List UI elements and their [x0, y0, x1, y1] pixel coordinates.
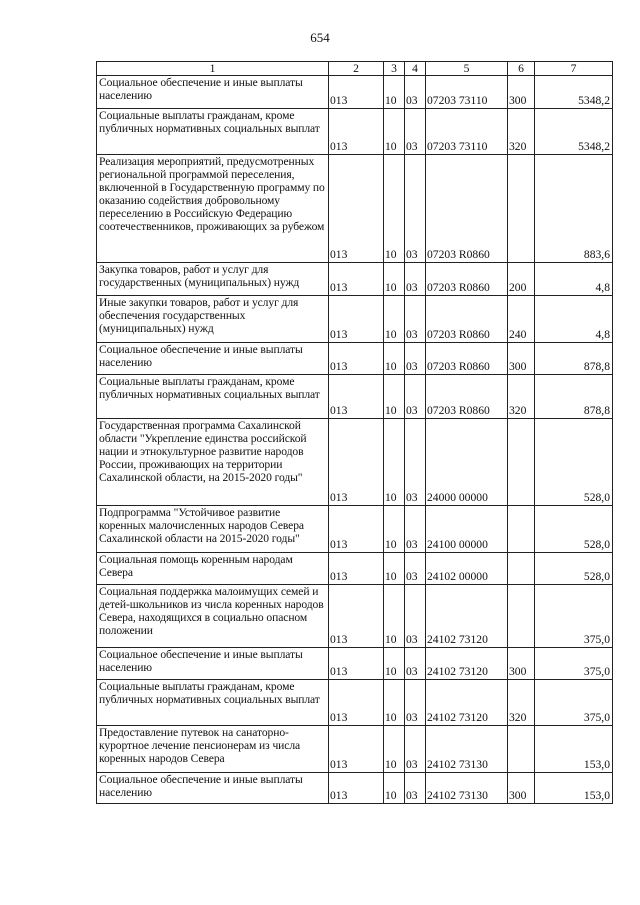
header-col-2: 2 [329, 62, 384, 76]
row-col-7: 883,6 [535, 155, 613, 263]
row-col-7: 153,0 [535, 726, 613, 773]
row-col-2: 013 [329, 109, 384, 155]
row-col-3: 10 [384, 773, 405, 804]
row-col-2: 013 [329, 726, 384, 773]
row-col-2: 013 [329, 76, 384, 109]
row-col-2: 013 [329, 553, 384, 585]
table-row [97, 585, 613, 648]
table-row [97, 375, 613, 419]
row-col-4: 03 [405, 155, 426, 263]
row-col-7: 878,8 [535, 375, 613, 419]
row-col-5: 07203 73110 [426, 109, 508, 155]
row-col-2: 013 [329, 680, 384, 726]
row-col-4: 03 [405, 680, 426, 726]
row-col-2: 013 [329, 343, 384, 375]
row-col-7: 375,0 [535, 680, 613, 726]
row-col-2: 013 [329, 419, 384, 506]
table-row [97, 263, 613, 296]
table-row [97, 726, 613, 773]
row-col-6: 240 [508, 296, 535, 343]
row-col-7: 153,0 [535, 773, 613, 804]
row-col-4: 03 [405, 109, 426, 155]
page-number: 654 [310, 30, 330, 45]
row-name: Социальное обеспечение и иные выплаты населению [97, 648, 329, 680]
row-col-3: 10 [384, 726, 405, 773]
row-col-2: 013 [329, 773, 384, 804]
row-name: Подпрограмма "Устойчивое развитие коренных малочисленных народов Севера Сахалинской области на 2015-2020 годы" [97, 506, 329, 553]
row-col-3: 10 [384, 419, 405, 506]
row-name: Социальные выплаты гражданам, кроме публичных нормативных социальных выплат [97, 109, 329, 155]
table-row [97, 680, 613, 726]
header-col-3: 3 [384, 62, 405, 76]
row-col-7: 878,8 [535, 343, 613, 375]
row-col-3: 10 [384, 76, 405, 109]
row-col-6 [508, 585, 535, 648]
row-col-2: 013 [329, 296, 384, 343]
row-col-5: 07203 R0860 [426, 343, 508, 375]
row-col-7: 528,0 [535, 553, 613, 585]
row-col-2: 013 [329, 375, 384, 419]
row-col-3: 10 [384, 680, 405, 726]
budget-table [96, 61, 613, 804]
row-col-3: 10 [384, 109, 405, 155]
row-name: Социальное обеспечение и иные выплаты населению [97, 76, 329, 109]
row-col-4: 03 [405, 553, 426, 585]
row-name: Социальная помощь коренным народам Севера [97, 553, 329, 585]
row-col-5: 24102 73130 [426, 773, 508, 804]
row-col-6 [508, 419, 535, 506]
header-col-5: 5 [426, 62, 508, 76]
row-col-5: 07203 R0860 [426, 296, 508, 343]
row-col-5: 24102 73120 [426, 680, 508, 726]
row-col-2: 013 [329, 155, 384, 263]
row-col-5: 24102 00000 [426, 553, 508, 585]
row-name: Предоставление путевок на санаторно-курортное лечение пенсионерам из числа коренных народов Севера [97, 726, 329, 773]
table-row [97, 155, 613, 263]
row-col-2: 013 [329, 585, 384, 648]
row-name: Закупка товаров, работ и услуг для государственных (муниципальных) нужд [97, 263, 329, 296]
row-col-5: 24102 73120 [426, 648, 508, 680]
row-col-3: 10 [384, 263, 405, 296]
row-col-6: 300 [508, 343, 535, 375]
row-col-6: 320 [508, 680, 535, 726]
row-col-7: 5348,2 [535, 76, 613, 109]
row-col-6 [508, 553, 535, 585]
row-col-5: 24000 00000 [426, 419, 508, 506]
row-name: Иные закупки товаров, работ и услуг для обеспечения государственных (муниципальных) нужд [97, 296, 329, 343]
header-col-7: 7 [535, 62, 613, 76]
row-col-6 [508, 506, 535, 553]
row-col-3: 10 [384, 155, 405, 263]
row-col-3: 10 [384, 553, 405, 585]
row-col-2: 013 [329, 648, 384, 680]
table-row [97, 343, 613, 375]
row-col-4: 03 [405, 726, 426, 773]
table-row [97, 296, 613, 343]
row-col-4: 03 [405, 263, 426, 296]
row-name: Социальное обеспечение и иные выплаты населению [97, 343, 329, 375]
row-name: Социальные выплаты гражданам, кроме публичных нормативных социальных выплат [97, 375, 329, 419]
row-col-4: 03 [405, 585, 426, 648]
row-col-6: 200 [508, 263, 535, 296]
header-col-6: 6 [508, 62, 535, 76]
row-col-3: 10 [384, 343, 405, 375]
table-row [97, 506, 613, 553]
row-name: Социальные выплаты гражданам, кроме публичных нормативных социальных выплат [97, 680, 329, 726]
table-row [97, 419, 613, 506]
row-name: Социальная поддержка малоимущих семей и детей-школьников из числа коренных народов Севера, находящихся в социально опасном положении [97, 585, 329, 648]
row-col-7: 5348,2 [535, 109, 613, 155]
header-row [97, 62, 613, 76]
row-col-6: 320 [508, 375, 535, 419]
table-row [97, 773, 613, 804]
row-col-7: 4,8 [535, 263, 613, 296]
table-row [97, 109, 613, 155]
row-col-7: 528,0 [535, 506, 613, 553]
row-col-2: 013 [329, 506, 384, 553]
row-col-2: 013 [329, 263, 384, 296]
row-col-4: 03 [405, 343, 426, 375]
row-col-7: 528,0 [535, 419, 613, 506]
row-col-5: 24102 73130 [426, 726, 508, 773]
row-col-4: 03 [405, 773, 426, 804]
row-col-3: 10 [384, 585, 405, 648]
row-col-5: 07203 R0860 [426, 375, 508, 419]
header-col-4: 4 [405, 62, 426, 76]
header-col-1: 1 [97, 62, 329, 76]
row-col-7: 4,8 [535, 296, 613, 343]
row-col-6: 300 [508, 648, 535, 680]
row-name: Государственная программа Сахалинской области "Укрепление единства российской нации и этнокультурное развитие народов России, проживающих на территории Сахалинской области, на 2015-2020 годы" [97, 419, 329, 506]
row-col-4: 03 [405, 375, 426, 419]
row-col-5: 07203 R0860 [426, 155, 508, 263]
row-col-7: 375,0 [535, 585, 613, 648]
row-col-4: 03 [405, 506, 426, 553]
row-col-7: 375,0 [535, 648, 613, 680]
row-name: Социальное обеспечение и иные выплаты населению [97, 773, 329, 804]
table-row [97, 76, 613, 109]
row-col-5: 24100 00000 [426, 506, 508, 553]
row-col-6 [508, 155, 535, 263]
row-col-4: 03 [405, 296, 426, 343]
row-col-5: 24102 73120 [426, 585, 508, 648]
row-col-3: 10 [384, 296, 405, 343]
row-col-6: 320 [508, 109, 535, 155]
row-col-5: 07203 R0860 [426, 263, 508, 296]
row-col-5: 07203 73110 [426, 76, 508, 109]
row-name: Реализация мероприятий, предусмотренных региональной программой переселения, включенной в Государственную программу по оказанию содействия добровольному переселению в Российскую Федерацию соотечественников, проживающих за рубежом [97, 155, 329, 263]
row-col-4: 03 [405, 419, 426, 506]
row-col-6: 300 [508, 76, 535, 109]
row-col-3: 10 [384, 375, 405, 419]
row-col-3: 10 [384, 648, 405, 680]
row-col-6: 300 [508, 773, 535, 804]
table-row [97, 648, 613, 680]
table-row [97, 553, 613, 585]
row-col-6 [508, 726, 535, 773]
row-col-4: 03 [405, 648, 426, 680]
row-col-3: 10 [384, 506, 405, 553]
row-col-4: 03 [405, 76, 426, 109]
